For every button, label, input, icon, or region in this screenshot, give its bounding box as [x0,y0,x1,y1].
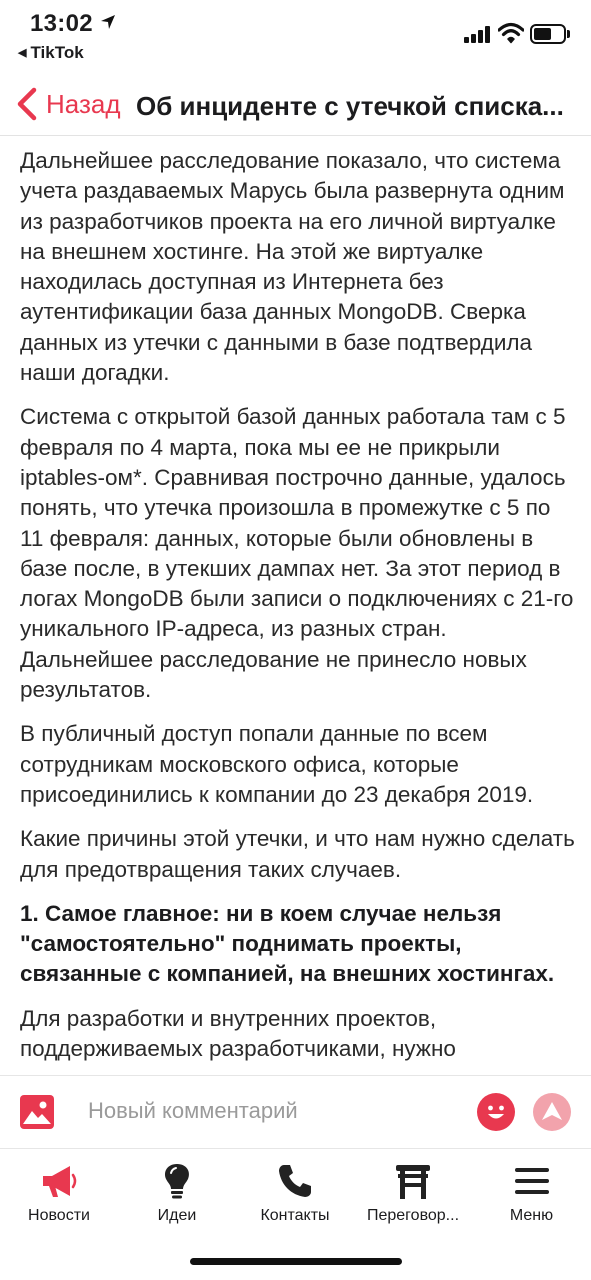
article-body [20,146,576,1074]
phone-icon [275,1161,315,1201]
battery-icon [530,24,570,44]
article-paragraph-bold: 1. Самое главное: ни в коем случае нельзя "самостоятельно" поднимать проекты, связанные с компанией, на внешних хостингах. [20,900,555,987]
emoji-button[interactable] [477,1093,515,1131]
megaphone-icon [39,1161,79,1201]
wifi-icon [498,22,524,44]
nav-bar [0,72,591,136]
status-time: 13:02 [30,10,93,37]
status-bar [0,0,591,70]
back-button[interactable] [12,84,121,124]
tab-label: Идеи [157,1207,197,1224]
comment-bar [0,1075,591,1148]
tab-ideas[interactable] [118,1149,236,1239]
back-to-app-link[interactable] [18,43,84,63]
home-indicator[interactable] [190,1258,402,1265]
tab-contacts[interactable] [236,1149,354,1239]
image-icon [20,1095,54,1129]
article-paragraph: Система с открытой базой данных работала там с 5 февраля по 4 марта, пока мы ее не прикрыли iptables-ом*. Сравнивая построчно данные, удалось понять, что утечка произошла в промежутке с 5 по 11 февраля: данных, которые были обновлены в базе после, в утекших дампах нет. За этот период в логах MongoDB были записи о подключениях с 21-го уникального IP-адреса, из разных стран. Дальнейшее расследование не принесло новых результатов. [20,404,574,703]
meeting-room-icon [393,1161,433,1201]
article-paragraph: В публичный доступ попали данные по всем сотрудникам московского офиса, которые присоединились к компании до 23 декабря 2019. [20,721,534,807]
lightbulb-icon [157,1161,197,1201]
cellular-signal-icon [464,25,492,43]
article-paragraph: Дальнейшее расследование показало, что система учета раздаваемых Марусь была развернута одним из разработчиков проекта на его личной виртуалке на внешнем хостинге. На этой же виртуалке находилась доступная из Интернета без аутентификации база данных MongoDB. Сверка данных из утечки с данными в базе подтвердила наши догадки. [20,148,565,386]
article-paragraph: Какие причины этой утечки, и что нам нужно сделать для предотвращения таких случаев. [20,826,575,882]
back-button-label: Назад [46,88,121,119]
location-arrow-icon [100,14,116,30]
tab-news[interactable] [0,1149,118,1239]
comment-input[interactable] [88,1098,448,1124]
arrow-up-icon [533,1093,571,1131]
tab-meeting-rooms[interactable] [354,1149,472,1239]
menu-icon [512,1161,552,1201]
smiley-icon [477,1093,515,1131]
back-app-label: TikTok [30,43,84,62]
back-triangle-icon: ◀ [18,47,27,59]
send-button[interactable] [533,1093,571,1131]
tab-label: Контакты [260,1207,330,1224]
chevron-left-icon [12,84,46,124]
page-title: Об инциденте с утечкой списка... [136,91,564,121]
tab-label: Переговор... [366,1207,460,1224]
tab-label: Меню [509,1207,554,1224]
tab-menu[interactable] [472,1149,591,1239]
tab-label: Новости [28,1207,90,1224]
article-paragraph: Для разработки и внутренних проектов, поддерживаемых разработчиками, нужно [20,1005,456,1062]
attach-image-button[interactable] [20,1095,54,1129]
